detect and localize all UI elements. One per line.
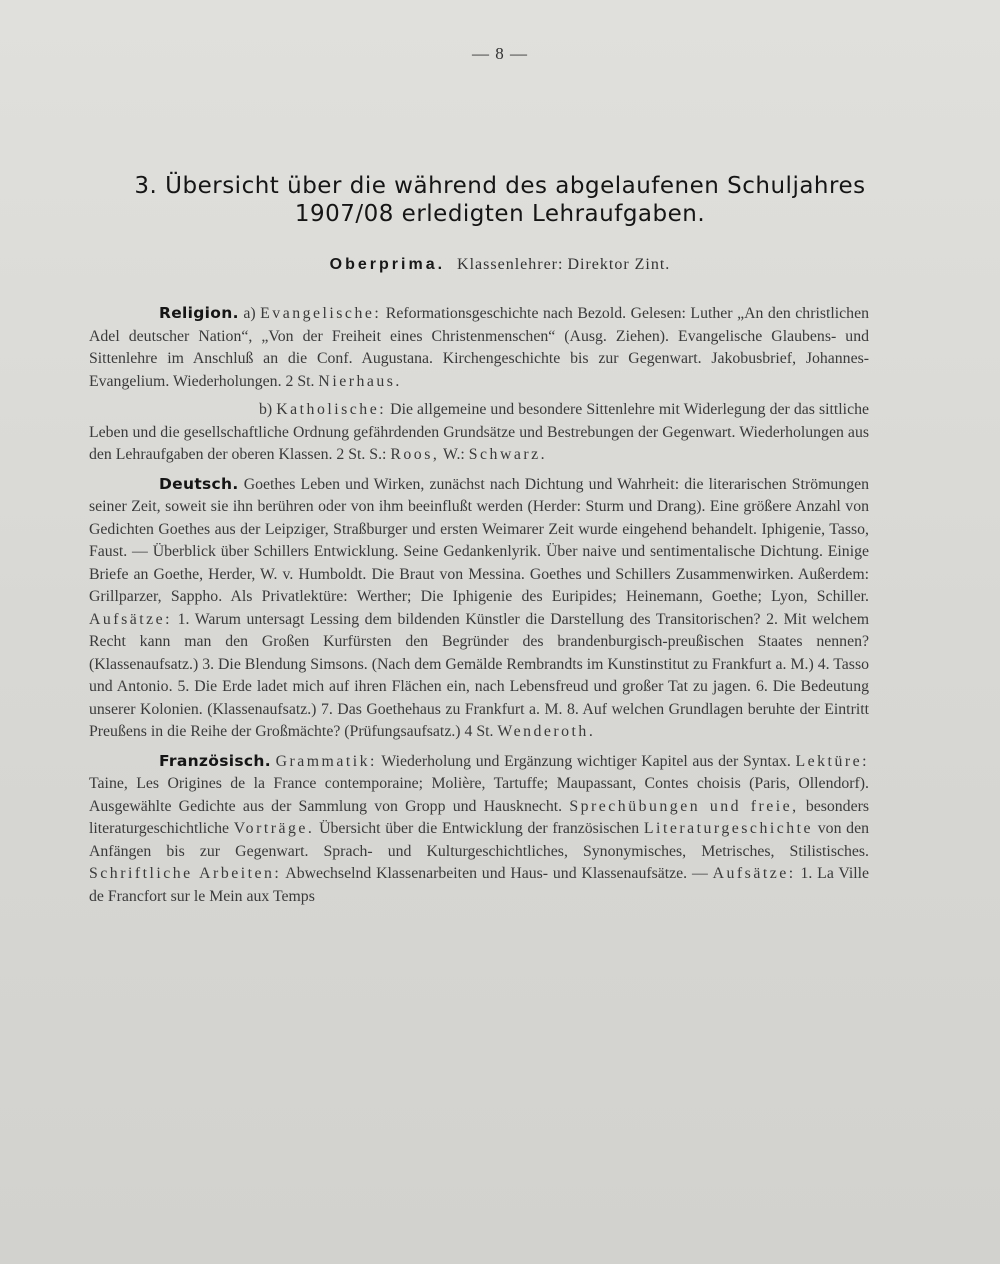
heading-line-2: 1907/08 erledigten Lehraufgaben. [294,201,706,227]
religion-b-marker: b) [259,401,273,418]
franzoesisch-text-7: 1. La Ville de Francfort sur le Mein aux Temps [89,865,870,905]
religion-b-label: Katholische: [276,401,387,418]
franzoesisch-text-5: von den Anfängen bis zur Gegenwart. Sprach- und Kulturgeschichtliches, Synonymisches, Metrisches, Stilistisches. [89,820,869,860]
franzoesisch-lektuere-label: Lektüre: [795,752,870,770]
religion-title: Religion. [159,304,239,322]
franzoesisch-grammatik-label: Grammatik: [275,752,377,770]
franzoesisch-text-6: Abwechselnd Klassenarbeiten und Haus- und Klassenaufsätze. — [285,865,708,882]
document-body [89,302,869,908]
franzoesisch-litgesch-label: Literaturgeschichte [643,820,814,837]
deutsch-paragraph [89,473,869,744]
deutsch-text-2: 1. Warum untersagt Lessing dem bildenden Künstler die Darstellung des Transitorischen? 2. Mit welchem Recht kann man den Großen Kurfürsten den Begründer des brandenburgisch-preußischen Staates nennen? (Klassenaufsatz.) 3. Die Blendung Simsons. (Nach dem Gemälde Rembrandts im Kunstinstitut zu Frankfurt a. M.) 4. Tasso und Antonio. 5. Die Erde ladet mich auf ihren Flächen ein, nach Lebensfreud und großer Tat zu jagen. 6. Die Bedeutung unserer Kolonien. (Klassenaufsatz.) 7. Das Goethehaus zu Frankfurt a. M. 8. Auf welchen Grundlagen beruhte der Eintritt Preußens in die Reihe der Großmächte? (Prüfungsaufsatz.) 4 St. [89,610,869,740]
franzoesisch-vortraege-label: Vorträge. [233,820,315,837]
religion-b-teacher-w: Schwarz. [468,446,548,463]
franzoesisch-sprech-label: Sprechübungen und freie, [569,797,799,815]
religion-a-label: Evangelische: [260,305,382,322]
religion-b-teacher-s: Roos, [390,446,440,463]
deutsch-aufsaetze-label: Aufsätze: [89,610,173,628]
religion-a-teacher: Nierhaus. [318,372,402,390]
franzoesisch-text-3: besonders literaturgeschichtliche [89,797,870,837]
class-name: Oberprima. [329,256,446,273]
franzoesisch-text-4: Übersicht über die Entwicklung der französischen [319,820,640,837]
deutsch-title: Deutsch. [159,474,239,493]
franzoesisch-schriftl-label: Schriftliche Arbeiten: [89,865,282,882]
religion-b-w: W.: [442,446,465,463]
franzoesisch-text-1: Wiederholung und Ergänzung wichtiger Kapitel aus der Syntax. [381,752,791,770]
section-heading [60,172,940,228]
franzoesisch-text-2: Taine, Les Origines de la France contemporaine; Molière, Tartuffe; Maupassant, Contes choisis (Paris, Ollendorf). Ausgewählte Gedichte aus der Sammlung von Gropp und Hausknecht. [89,775,869,815]
religion-b-text: Die allgemeine und besondere Sittenlehre mit Widerlegung der das sittliche Leben und die gesellschaftliche Ordnung gefährdenden Grundsätze und Bestrebungen der Gegenwart. Wiederholungen aus den Lehraufgaben der oberen Klassen. 2 St. S.: [89,401,869,463]
class-info [0,256,1000,274]
religion-paragraph-a [89,302,869,393]
class-teacher: Direktor Zint. [567,256,671,273]
page-number: — 8 — [472,44,528,63]
franzoesisch-aufsaetze-label: Aufsätze: [712,865,796,882]
franzoesisch-paragraph [89,750,869,909]
deutsch-teacher: Wenderoth. [497,723,596,740]
deutsch-text-1: Goethes Leben und Wirken, zunächst nach Dichtung und Wahrheit: die literarischen Strömungen seiner Zeit, soweit sie ihn berühren oder von ihm beeinflußt werden (Herder: Sturm und Drang). Eine größere Anzahl von Gedichten Goethes aus der Leipziger, Straßburger und ersten Weimarer Zeit wurde eingehend behandelt. Iphigenie, Tasso, Faust. — Überblick über Schillers Entwicklung. Seine Gedankenlyrik. Über naive und sentimentalische Dichtung. Einige Briefe an Goethe, Herder, W. v. Humboldt. Die Braut von Messina. Goethes und Schillers Zusammenwirken. Außerdem: Grillparzer, Sappho. Als Privatlektüre: Werther; Die Iphigenie des Euripides; Heinemann, Goethe; Lyon, Schiller. [89,475,870,605]
franzoesisch-title: Französisch. [159,751,271,770]
religion-a-marker: a) [243,305,256,322]
religion-paragraph-b [89,399,869,467]
religion-a-text: Reformationsgeschichte nach Bezold. Gelesen: Luther „An den christlichen Adel deutscher Nation“, „Von der Freiheit eines Christenmenschen“ (Ausg. Ziehen). Evangelische Glaubens- und Sittenlehre im Anschluß an die Conf. Augustana. Kirchengeschichte bis zur Gegenwart. Jakobusbrief, Johannes-Evangelium. Wiederholungen. 2 St. [89,305,869,390]
heading-line-1: 3. Übersicht über die während des abgelaufenen Schuljahres [134,173,866,199]
class-teacher-label: Klassenlehrer: [457,256,564,273]
